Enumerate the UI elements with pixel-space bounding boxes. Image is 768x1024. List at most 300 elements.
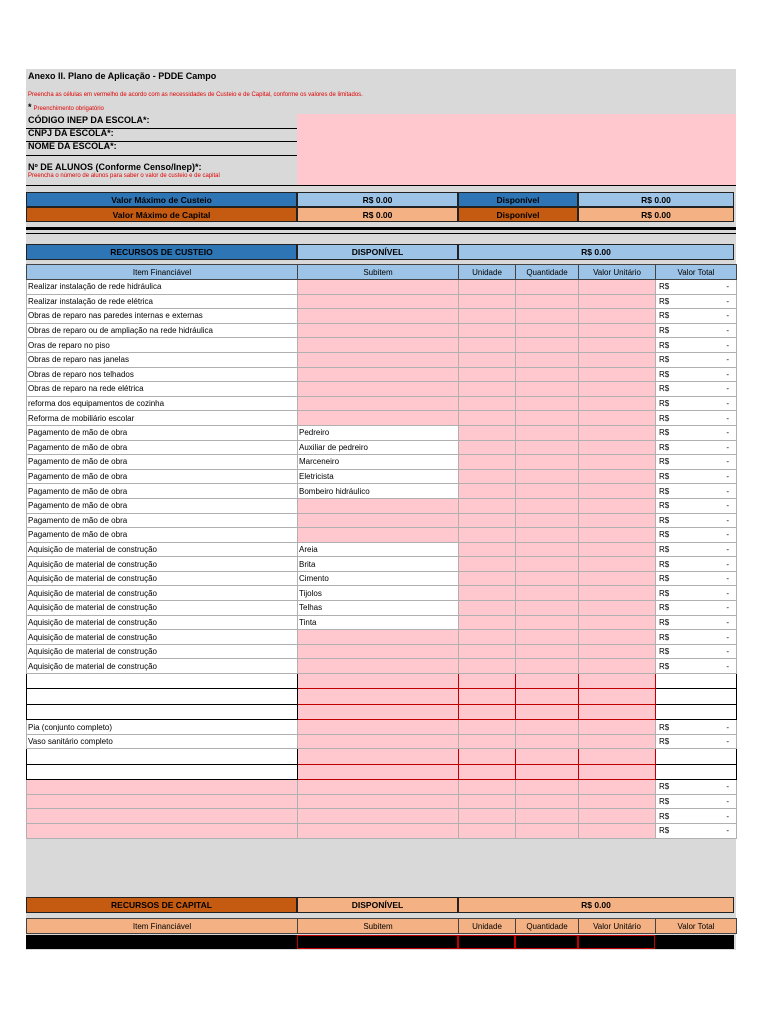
subitem-cell[interactable]	[298, 396, 459, 411]
unidade-cell[interactable]	[459, 411, 516, 426]
custeio-header: RECURSOS DE CUSTEIO	[26, 244, 297, 260]
subitem-cell[interactable]	[298, 498, 459, 513]
quantidade-cell[interactable]	[516, 323, 579, 338]
subitem-cell: Marceneiro	[298, 455, 459, 470]
valor-total-value	[657, 297, 735, 306]
required-note-text: Preenchimento obrigatório	[33, 106, 104, 112]
blocked-row	[27, 749, 737, 764]
valor-total-cell	[656, 498, 737, 513]
table-row	[27, 734, 737, 749]
valor-unitario-cell[interactable]	[579, 780, 656, 795]
quantidade-cell[interactable]	[516, 367, 579, 382]
valor-unitario-cell[interactable]	[579, 809, 656, 824]
quantidade-cell[interactable]	[516, 630, 579, 645]
valor-unitario-cell[interactable]	[579, 455, 656, 470]
subitem-cell[interactable]	[298, 528, 459, 543]
table-row	[27, 571, 737, 586]
item-cell: Aquisição de material de construção	[27, 542, 298, 557]
currency-symbol: R$	[659, 311, 670, 321]
item-cell: Obras de reparo ou de ampliação na rede hidráulica	[27, 323, 298, 338]
amount-dash: -	[726, 340, 729, 350]
valor-unitario-cell[interactable]	[579, 528, 656, 543]
table-row	[27, 455, 737, 470]
cnpj-input[interactable]	[297, 128, 736, 141]
table-row	[27, 280, 737, 295]
valor-unitario-cell[interactable]	[579, 659, 656, 674]
unidade-cell[interactable]	[459, 809, 516, 824]
valor-total-value	[657, 282, 735, 291]
valor-total-value	[657, 341, 735, 350]
quantidade-cell[interactable]	[516, 659, 579, 674]
item-cell	[27, 809, 298, 824]
amount-dash: -	[726, 603, 729, 613]
quantidade-cell[interactable]	[516, 720, 579, 735]
quantidade-cell[interactable]	[516, 411, 579, 426]
amount-dash: -	[726, 722, 729, 732]
currency-symbol: R$	[659, 737, 670, 747]
quantidade-cell[interactable]	[516, 644, 579, 659]
quantidade-cell[interactable]	[516, 498, 579, 513]
subitem-cell[interactable]	[298, 367, 459, 382]
amount-dash: -	[726, 442, 729, 452]
blocked-row	[27, 689, 737, 704]
amount-dash: -	[726, 632, 729, 642]
item-cell: Aquisição de material de construção	[27, 630, 298, 645]
subitem-cell: Cimento	[298, 571, 459, 586]
capital-valor-unitario-cell[interactable]	[578, 935, 655, 949]
quantidade-cell[interactable]	[516, 425, 579, 440]
valor-unitario-cell[interactable]	[579, 720, 656, 735]
valor-total-value	[657, 782, 735, 791]
valor-total-cell	[656, 734, 737, 749]
unidade-cell[interactable]	[459, 571, 516, 586]
quantidade-cell[interactable]	[516, 440, 579, 455]
currency-symbol: R$	[659, 797, 670, 807]
inep-label: CÓDIGO INEP DA ESCOLA*:	[28, 115, 150, 125]
valor-unitario-cell[interactable]	[579, 425, 656, 440]
valor-total-value	[657, 370, 735, 379]
page-title: Anexo II. Plano de Aplicação - PDDE Campo	[28, 71, 217, 81]
valor-unitario-cell[interactable]	[579, 338, 656, 353]
amount-dash: -	[726, 588, 729, 598]
unidade-cell[interactable]	[459, 469, 516, 484]
valor-unitario-cell[interactable]	[579, 615, 656, 630]
blocked-cell	[459, 749, 516, 764]
subitem-cell: Telhas	[298, 601, 459, 616]
valor-total-value	[657, 399, 735, 408]
blocked-cell	[656, 749, 737, 764]
valor-unitario-cell[interactable]	[579, 396, 656, 411]
blocked-cell	[579, 749, 656, 764]
unidade-cell[interactable]	[459, 309, 516, 324]
custeio-disp-amount: R$ 0.00	[458, 244, 734, 260]
valor-unitario-cell[interactable]	[579, 734, 656, 749]
valor-total-cell	[656, 352, 737, 367]
subitem-cell[interactable]	[298, 659, 459, 674]
col-unidade: Unidade	[459, 919, 516, 934]
capital-column-headers	[27, 919, 737, 934]
item-cell: Obras de reparo nas paredes internas e externas	[27, 309, 298, 324]
unidade-cell[interactable]	[459, 484, 516, 499]
item-cell: Pagamento de mão de obra	[27, 455, 298, 470]
subitem-cell[interactable]	[298, 720, 459, 735]
table-row	[27, 498, 737, 513]
item-cell: Aquisição de material de construção	[27, 615, 298, 630]
valor-total-cell	[656, 720, 737, 735]
unidade-cell[interactable]	[459, 644, 516, 659]
valor-total-cell	[656, 294, 737, 309]
item-cell: Obras de reparo nas janelas	[27, 352, 298, 367]
table-row	[27, 382, 737, 397]
col-quantidade: Quantidade	[516, 919, 579, 934]
custeio-disp-header: DISPONÍVEL	[297, 244, 458, 260]
table-row	[27, 601, 737, 616]
valor-total-value	[657, 311, 735, 320]
divider	[26, 233, 736, 234]
unidade-cell[interactable]	[459, 352, 516, 367]
currency-symbol: R$	[659, 826, 670, 836]
valor-total-cell	[656, 644, 737, 659]
unidade-cell[interactable]	[459, 734, 516, 749]
capital-table	[26, 918, 737, 934]
col-quantidade: Quantidade	[516, 265, 579, 280]
subitem-cell[interactable]	[298, 734, 459, 749]
unidade-cell[interactable]	[459, 794, 516, 809]
currency-symbol: R$	[659, 384, 670, 394]
subitem-cell: Bombeiro hidráulico	[298, 484, 459, 499]
amount-dash: -	[726, 617, 729, 627]
subitem-cell[interactable]	[298, 411, 459, 426]
table-row	[27, 440, 737, 455]
custeio-max-value: R$ 0.00	[297, 192, 458, 207]
unidade-cell[interactable]	[459, 513, 516, 528]
capital-disp-value: R$ 0.00	[578, 207, 734, 222]
col-item: Item Financiável	[27, 265, 298, 280]
subitem-cell[interactable]	[298, 352, 459, 367]
unidade-cell[interactable]	[459, 659, 516, 674]
valor-unitario-cell[interactable]	[579, 586, 656, 601]
unidade-cell[interactable]	[459, 367, 516, 382]
subitem-cell: Pedreiro	[298, 425, 459, 440]
unidade-cell[interactable]	[459, 586, 516, 601]
table-row	[27, 484, 737, 499]
unidade-cell[interactable]	[459, 720, 516, 735]
capital-max-value: R$ 0.00	[297, 207, 458, 222]
subitem-cell: Brita	[298, 557, 459, 572]
valor-unitario-cell[interactable]	[579, 294, 656, 309]
alunos-input[interactable]	[297, 155, 736, 185]
valor-total-cell	[656, 542, 737, 557]
valor-total-cell	[656, 411, 737, 426]
valor-total-value	[657, 826, 735, 835]
valor-total-value	[657, 647, 735, 656]
alunos-row	[26, 155, 736, 186]
table-row	[27, 513, 737, 528]
unidade-cell[interactable]	[459, 440, 516, 455]
unidade-cell[interactable]	[459, 823, 516, 838]
amount-dash: -	[726, 501, 729, 511]
table-row	[27, 338, 737, 353]
subitem-cell[interactable]	[298, 513, 459, 528]
item-cell: Aquisição de material de construção	[27, 557, 298, 572]
custeio-max-label: Valor Máximo de Custeio	[26, 192, 297, 207]
valor-total-cell	[656, 823, 737, 838]
valor-total-value	[657, 501, 735, 510]
valor-total-cell	[656, 367, 737, 382]
table-row	[27, 659, 737, 674]
blocked-cell	[27, 689, 298, 704]
table-row	[27, 309, 737, 324]
item-cell: Pagamento de mão de obra	[27, 469, 298, 484]
currency-symbol: R$	[659, 472, 670, 482]
subitem-cell[interactable]	[298, 323, 459, 338]
quantidade-cell[interactable]	[516, 338, 579, 353]
table-row	[27, 823, 737, 838]
subitem-cell[interactable]	[298, 630, 459, 645]
item-cell: Realizar instalação de rede elétrica	[27, 294, 298, 309]
blocked-cell	[579, 689, 656, 704]
unidade-cell[interactable]	[459, 425, 516, 440]
valor-unitario-cell[interactable]	[579, 440, 656, 455]
quantidade-cell[interactable]	[516, 294, 579, 309]
amount-dash: -	[726, 486, 729, 496]
item-cell: Pia (conjunto completo)	[27, 720, 298, 735]
quantidade-cell[interactable]	[516, 455, 579, 470]
blocked-cell	[516, 674, 579, 689]
subitem-cell[interactable]	[298, 809, 459, 824]
blocked-row	[27, 764, 737, 779]
item-cell: Pagamento de mão de obra	[27, 513, 298, 528]
valor-total-cell	[656, 440, 737, 455]
amount-dash: -	[726, 559, 729, 569]
valor-total-cell	[656, 396, 737, 411]
currency-symbol: R$	[659, 355, 670, 365]
quantidade-cell[interactable]	[516, 352, 579, 367]
amount-dash: -	[726, 515, 729, 525]
blocked-cell	[579, 764, 656, 779]
unidade-cell[interactable]	[459, 615, 516, 630]
amount-dash: -	[726, 472, 729, 482]
currency-symbol: R$	[659, 811, 670, 821]
unidade-cell[interactable]	[459, 382, 516, 397]
valor-unitario-cell[interactable]	[579, 644, 656, 659]
amount-dash: -	[726, 647, 729, 657]
currency-symbol: R$	[659, 326, 670, 336]
valor-total-value	[657, 797, 735, 806]
valor-total-value	[657, 633, 735, 642]
quantidade-cell[interactable]	[516, 586, 579, 601]
valor-total-cell	[656, 630, 737, 645]
currency-symbol: R$	[659, 413, 670, 423]
subitem-cell[interactable]	[298, 382, 459, 397]
capital-subitem-cell[interactable]	[297, 935, 458, 949]
item-cell: Obras de reparo na rede elétrica	[27, 382, 298, 397]
currency-symbol: R$	[659, 282, 670, 292]
unidade-cell[interactable]	[459, 528, 516, 543]
subitem-cell[interactable]	[298, 309, 459, 324]
quantidade-cell[interactable]	[516, 513, 579, 528]
amount-dash: -	[726, 384, 729, 394]
unidade-cell[interactable]	[459, 455, 516, 470]
subitem-cell: Auxiliar de pedreiro	[298, 440, 459, 455]
valor-total-cell	[656, 382, 737, 397]
capital-unidade-cell[interactable]	[458, 935, 515, 949]
quantidade-cell[interactable]	[516, 615, 579, 630]
quantidade-cell[interactable]	[516, 557, 579, 572]
currency-symbol: R$	[659, 442, 670, 452]
item-cell: Oras de reparo no piso	[27, 338, 298, 353]
quantidade-cell[interactable]	[516, 809, 579, 824]
valor-unitario-cell[interactable]	[579, 411, 656, 426]
subitem-cell[interactable]	[298, 644, 459, 659]
valor-total-value	[657, 662, 735, 671]
unidade-cell[interactable]	[459, 780, 516, 795]
col-item: Item Financiável	[27, 919, 298, 934]
blocked-cell	[579, 704, 656, 719]
valor-total-cell	[656, 513, 737, 528]
inep-input[interactable]	[297, 114, 736, 128]
valor-unitario-cell[interactable]	[579, 513, 656, 528]
table-row	[27, 323, 737, 338]
table-row	[27, 528, 737, 543]
blocked-cell	[298, 764, 459, 779]
quantidade-cell[interactable]	[516, 469, 579, 484]
unidade-cell[interactable]	[459, 280, 516, 295]
quantidade-cell[interactable]	[516, 734, 579, 749]
subitem-cell[interactable]	[298, 794, 459, 809]
amount-dash: -	[726, 457, 729, 467]
valor-unitario-cell[interactable]	[579, 382, 656, 397]
item-cell: Aquisição de material de construção	[27, 659, 298, 674]
nome-row	[26, 141, 736, 156]
table-row	[27, 780, 737, 795]
amount-dash: -	[726, 428, 729, 438]
valor-unitario-cell[interactable]	[579, 498, 656, 513]
item-cell: Pagamento de mão de obra	[27, 528, 298, 543]
table-row	[27, 294, 737, 309]
quantidade-cell[interactable]	[516, 601, 579, 616]
currency-symbol: R$	[659, 574, 670, 584]
quantidade-cell[interactable]	[516, 528, 579, 543]
currency-symbol: R$	[659, 603, 670, 613]
col-valor-total: Valor Total	[656, 265, 737, 280]
subitem-cell[interactable]	[298, 294, 459, 309]
currency-symbol: R$	[659, 369, 670, 379]
valor-unitario-cell[interactable]	[579, 323, 656, 338]
item-cell: Pagamento de mão de obra	[27, 425, 298, 440]
valor-total-value	[657, 457, 735, 466]
valor-unitario-cell[interactable]	[579, 280, 656, 295]
valor-total-cell	[656, 809, 737, 824]
capital-quantidade-cell[interactable]	[515, 935, 578, 949]
amount-dash: -	[726, 399, 729, 409]
valor-total-value	[657, 516, 735, 525]
amount-dash: -	[726, 574, 729, 584]
quantidade-cell[interactable]	[516, 309, 579, 324]
currency-symbol: R$	[659, 632, 670, 642]
unidade-cell[interactable]	[459, 323, 516, 338]
valor-unitario-cell[interactable]	[579, 794, 656, 809]
blocked-cell	[656, 674, 737, 689]
valor-total-value	[657, 589, 735, 598]
subitem-cell[interactable]	[298, 280, 459, 295]
quantidade-cell[interactable]	[516, 542, 579, 557]
blocked-cell	[27, 749, 298, 764]
custeio-disp-value: R$ 0.00	[578, 192, 734, 207]
nome-input[interactable]	[297, 141, 736, 155]
valor-total-value	[657, 414, 735, 423]
valor-unitario-cell[interactable]	[579, 542, 656, 557]
valor-unitario-cell[interactable]	[579, 367, 656, 382]
item-cell: Reforma de mobiliário escolar	[27, 411, 298, 426]
table-row	[27, 586, 737, 601]
unidade-cell[interactable]	[459, 396, 516, 411]
unidade-cell[interactable]	[459, 498, 516, 513]
valor-unitario-cell[interactable]	[579, 309, 656, 324]
quantidade-cell[interactable]	[516, 382, 579, 397]
subitem-cell[interactable]	[298, 823, 459, 838]
currency-symbol: R$	[659, 544, 670, 554]
capital-disp-amount: R$ 0.00	[458, 897, 734, 913]
blocked-cell	[459, 704, 516, 719]
unidade-cell[interactable]	[459, 630, 516, 645]
table-row	[27, 644, 737, 659]
valor-unitario-cell[interactable]	[579, 630, 656, 645]
valor-total-cell	[656, 794, 737, 809]
col-valor-unitario: Valor Unitário	[579, 919, 656, 934]
amount-dash: -	[726, 782, 729, 792]
valor-unitario-cell[interactable]	[579, 557, 656, 572]
subitem-cell[interactable]	[298, 338, 459, 353]
quantidade-cell[interactable]	[516, 780, 579, 795]
currency-symbol: R$	[659, 428, 670, 438]
unidade-cell[interactable]	[459, 542, 516, 557]
valor-unitario-cell[interactable]	[579, 352, 656, 367]
quantidade-cell[interactable]	[516, 823, 579, 838]
item-cell: Aquisição de material de construção	[27, 571, 298, 586]
unidade-cell[interactable]	[459, 601, 516, 616]
unidade-cell[interactable]	[459, 557, 516, 572]
valor-total-cell	[656, 528, 737, 543]
blocked-cell	[516, 749, 579, 764]
quantidade-cell[interactable]	[516, 484, 579, 499]
quantidade-cell[interactable]	[516, 396, 579, 411]
col-subitem: Subitem	[298, 919, 459, 934]
quantidade-cell[interactable]	[516, 571, 579, 586]
valor-total-cell	[656, 338, 737, 353]
valor-unitario-cell[interactable]	[579, 469, 656, 484]
valor-unitario-cell[interactable]	[579, 601, 656, 616]
item-cell: Aquisição de material de construção	[27, 644, 298, 659]
currency-symbol: R$	[659, 501, 670, 511]
valor-total-value	[657, 737, 735, 746]
valor-total-cell	[656, 615, 737, 630]
subitem-cell[interactable]	[298, 780, 459, 795]
quantidade-cell[interactable]	[516, 280, 579, 295]
subitem-cell: Tijolos	[298, 586, 459, 601]
valor-unitario-cell[interactable]	[579, 484, 656, 499]
valor-total-cell	[656, 586, 737, 601]
valor-total-value	[657, 574, 735, 583]
blocked-cell	[298, 674, 459, 689]
col-subitem: Subitem	[298, 265, 459, 280]
valor-unitario-cell[interactable]	[579, 571, 656, 586]
valor-unitario-cell[interactable]	[579, 823, 656, 838]
unidade-cell[interactable]	[459, 338, 516, 353]
unidade-cell[interactable]	[459, 294, 516, 309]
amount-dash: -	[726, 413, 729, 423]
quantidade-cell[interactable]	[516, 794, 579, 809]
